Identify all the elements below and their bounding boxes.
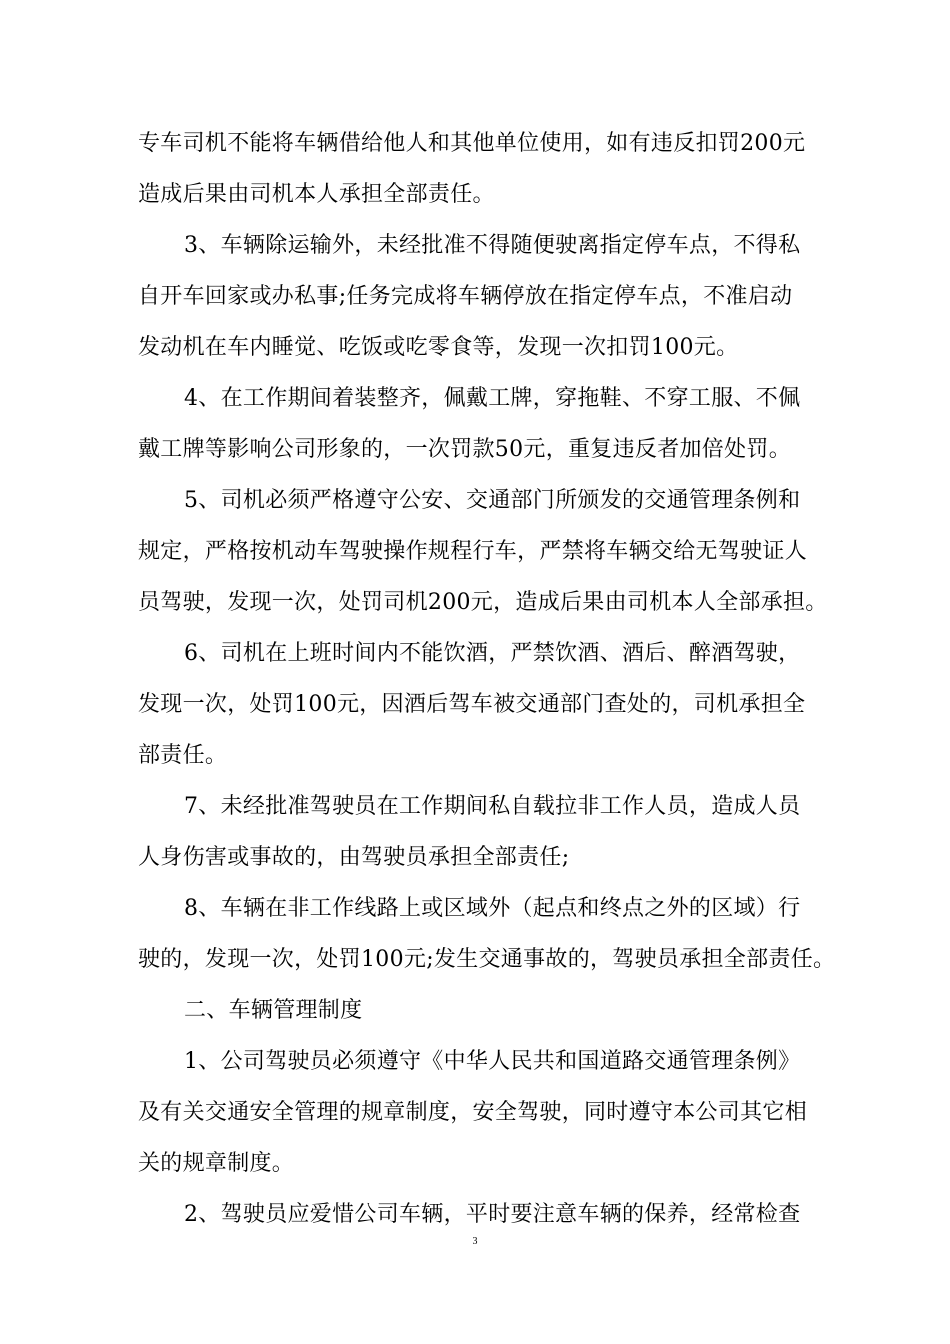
text-line: 及有关交通安全管理的规章制度，安全驾驶，同时遵守本公司其它相 xyxy=(138,1100,808,1125)
text-line: 戴工牌等影响公司形象的，一次罚款50元，重复违反者加倍处罚。 xyxy=(138,437,791,462)
text-line: 人身伤害或事故的，由驾驶员承担全部责任; xyxy=(138,845,570,870)
text-line: 7、未经批准驾驶员在工作期间私自载拉非工作人员，造成人员 xyxy=(184,794,801,819)
section-heading: 二、车辆管理制度 xyxy=(184,998,363,1023)
text-line: 发现一次，处罚100元，因酒后驾车被交通部门查处的，司机承担全 xyxy=(138,692,806,717)
page-number: 3 xyxy=(472,1236,478,1247)
text-line: 造成后果由司机本人承担全部责任。 xyxy=(138,182,495,207)
text-line: 8、车辆在非工作线路上或区域外（起点和终点之外的区域）行 xyxy=(184,896,801,921)
text-line: 4、在工作期间着装整齐，佩戴工牌，穿拖鞋、不穿工服、不佩 xyxy=(184,386,801,411)
text-line: 发动机在车内睡觉、吃饭或吃零食等，发现一次扣罚100元。 xyxy=(138,335,739,360)
text-line: 1、公司驾驶员必须遵守《中华人民共和国道路交通管理条例》 xyxy=(184,1049,801,1074)
text-line: 专车司机不能将车辆借给他人和其他单位使用，如有违反扣罚200元 xyxy=(138,131,806,156)
text-line: 6、司机在上班时间内不能饮酒，严禁饮酒、酒后、醉酒驾驶， xyxy=(184,641,801,666)
text-line: 驶的，发现一次，处罚100元;发生交通事故的，驾驶员承担全部责任。 xyxy=(138,947,836,972)
text-line: 5、司机必须严格遵守公安、交通部门所颁发的交通管理条例和 xyxy=(184,488,801,513)
text-line: 3、车辆除运输外，未经批准不得随便驶离指定停车点，不得私 xyxy=(184,233,801,258)
text-line: 关的规章制度。 xyxy=(138,1151,295,1176)
text-line: 自开车回家或办私事;任务完成将车辆停放在指定停车点，不准启动 xyxy=(138,284,793,309)
text-line: 2、驾驶员应爱惜公司车辆，平时要注意车辆的保养，经常检查 xyxy=(184,1202,801,1227)
text-line: 员驾驶，发现一次，处罚司机200元，造成后果由司机本人全部承担。 xyxy=(138,590,828,615)
text-line: 规定，严格按机动车驾驶操作规程行车，严禁将车辆交给无驾驶证人 xyxy=(138,539,808,564)
text-line: 部责任。 xyxy=(138,743,228,768)
document-body xyxy=(138,118,836,1240)
